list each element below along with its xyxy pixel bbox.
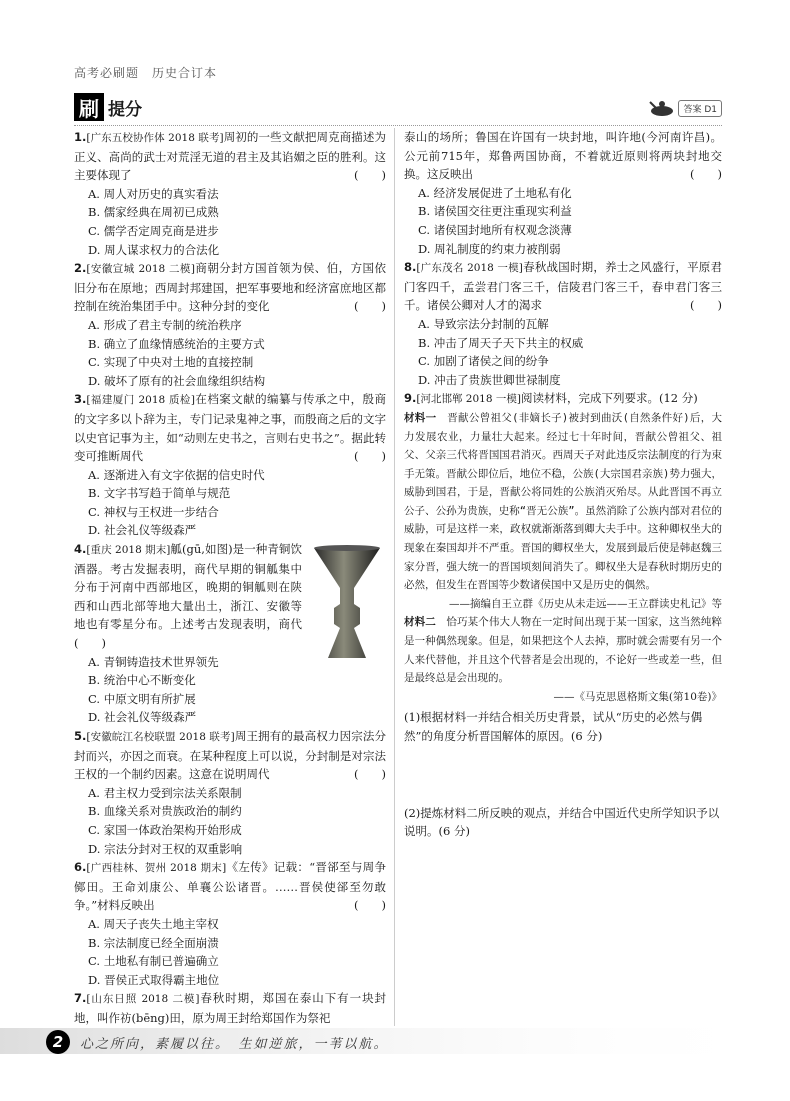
answer-blank: ( ): [354, 898, 386, 913]
answer-blank: ( ): [354, 767, 386, 782]
section-tag: [74, 93, 142, 121]
option-d: D. 周人谋求权力的合法化: [88, 242, 220, 257]
question-number: 3.: [74, 392, 87, 407]
question-source: [安徽皖江名校联盟 2018 联考]: [86, 731, 235, 743]
question-stem: 在档案文献的编纂与传承之中，殷商的文字多以卜辞为主，专门记录鬼神之事，而殷商之后的文字以史官记事为主，如“动则左史书之，言则右史书之”。据此转变可推断周代: [74, 392, 386, 464]
question-number: 7.: [74, 991, 87, 1006]
option-a: A. 周人对历史的真实看法: [88, 186, 219, 201]
option-a: A. 青铜铸造技术世界领先: [88, 654, 219, 669]
option-c: C. 中原文明有所扩展: [88, 691, 196, 706]
option-d: D. 破坏了原有的社会血缘组织结构: [88, 373, 266, 388]
option-b: B. 诸侯国交往更注重现实利益: [418, 204, 572, 219]
section-title: 提分: [108, 99, 142, 120]
option-b: B. 统治中心不断变化: [88, 673, 196, 688]
question-number: 4.: [74, 542, 87, 557]
option-b: B. 确立了血缘情感统治的主要方式: [88, 336, 265, 351]
question-number: 6.: [74, 860, 87, 875]
answer-blank: ( ): [690, 167, 722, 182]
question-stem: 阅读材料，完成下列要求。(12 分): [520, 391, 698, 406]
answer-ref-label: 答案 D1: [678, 100, 722, 117]
answer-space: [404, 746, 722, 802]
question-stem: 泰山的场所；鲁国在许国有一块封地，叫许地(今河南许昌)。公元前715年，郑鲁两国协商，不着就近原则将两块封地交换。这反映出: [404, 130, 722, 182]
option-a: A. 经济发展促进了土地私有化: [418, 185, 572, 200]
question-number: 5.: [74, 729, 87, 743]
question-source: [广西桂林、贺州 2018 期末]: [86, 862, 227, 875]
question-stem: 觚(gū,如图)是一种青铜饮酒器。考古发掘表明，商代早期的铜觚集中分布于河南中西部地区，晚期的铜觚则在陕西和山西北部等地大量出土，浙江、安徽等地也有零星分布。上述考古发现表明，商代: [74, 542, 302, 632]
option-a: A. 逐渐进入有文字依据的信史时代: [88, 467, 265, 482]
question-stem: 春秋时期，郑国在泰山下有一块封地，叫作祊(bēng)田，原为周王封给郑国作为祭祀: [74, 991, 387, 1025]
question-1: [74, 128, 386, 259]
option-c: C. 诸侯国封地所有权观念淡薄: [418, 222, 572, 237]
question-9: [404, 389, 722, 840]
option-d: D. 晋侯正式取得霸主地位: [88, 972, 220, 987]
question-source: [广东五校协作体 2018 联考]: [86, 132, 224, 144]
material-1: [404, 409, 722, 595]
question-5: [74, 727, 386, 858]
question-8: [404, 258, 722, 389]
option-c: C. 加剧了诸侯之间的纷争: [418, 354, 549, 369]
sub-question-1: (1)根据材料一并结合相关历史背景，试从“历史的必然与偶然”的角度分析晋国解体的原因。(6 分): [404, 710, 703, 743]
page-number: 2: [46, 1030, 70, 1054]
question-stem: 周初的一些文献把周克商描述为正义、高尚的武士对荒淫无道的君主及其谄媚之臣的胜利。这主要体现了: [74, 130, 387, 183]
option-c: C. 儒学否定周克商是进步: [88, 223, 219, 238]
option-a: A. 周天子丧失土地主宰权: [88, 916, 219, 931]
answer-blank: ( ): [354, 299, 386, 314]
option-a: A. 形成了君主专制的统治秩序: [88, 317, 242, 332]
question-source: [广东茂名 2018 一模]: [416, 262, 523, 275]
material-citation: ——摘编自王立群《历史从未走远——王立群读史札记》等: [449, 597, 722, 610]
running-header: 高考必刷题 历史合订本: [74, 66, 218, 80]
answer-blank: ( ): [74, 636, 106, 651]
question-source: [重庆 2018 期末]: [86, 544, 171, 557]
column-divider: [394, 128, 395, 1026]
option-d: D. 社会礼仪等级森严: [88, 710, 197, 725]
answer-blank: ( ): [354, 449, 386, 464]
option-d: D. 冲击了贵族世卿世禄制度: [418, 372, 561, 387]
question-number: 8.: [404, 260, 417, 275]
question-stem: 春秋战国时期，养士之风盛行，平原君门客四千，孟尝君门客三千，信陵君门客三千，春申君门客三千。诸侯公卿对人才的渴求: [404, 260, 723, 313]
option-b: B. 血缘关系对贵族政治的制约: [88, 804, 242, 819]
answer-reference: [648, 98, 722, 118]
question-stem: 《左传》记载：“晋郤至与周争鄇田。王命刘康公、单襄公讼诸晋。……晋侯使郤至勿敢争。”材料反映出: [74, 860, 386, 913]
question-number: 9.: [404, 391, 417, 406]
question-3: [74, 390, 386, 540]
option-b: B. 儒家经典在周初已成熟: [88, 205, 219, 220]
question-source: [安徽宣城 2018 二模]: [86, 263, 195, 276]
question-source: [福建厦门 2018 质检]: [86, 394, 195, 407]
header-rule: [74, 125, 722, 126]
right-column: [404, 128, 722, 841]
answer-blank: ( ): [690, 298, 722, 313]
material-label: 材料二: [404, 616, 436, 629]
footer-motto: 心之所向，素履以往。 生如逆旅，一苇以航。: [80, 1037, 389, 1052]
question-source: [山东日照 2018 二模]: [86, 993, 200, 1006]
option-b: B. 文字书写趋于简单与规范: [88, 486, 231, 501]
sub-question-2: (2)提炼材料二所反映的观点，并结合中国近代史所学知识予以说明。(6 分): [404, 805, 720, 839]
question-number: 1.: [74, 130, 87, 144]
material-text: 恰巧某个伟大人物在一定时间出现于某一国家，这当然纯粹是一种偶然现象。但是，如果把这个人去掉，那时就会需要有另一个人来代替他，并且这个代替者是会出现的，不论好一些或差一些，但是最终总是会出现的。: [404, 616, 723, 685]
kettle-icon: [648, 98, 676, 118]
question-stem: 周王拥有的最高权力因宗法分封而兴，亦因之而衰。在某种程度上可以说，分封制是对宗法王权的一个制约因素。这意在说明周代: [74, 729, 386, 782]
option-a: A. 导致宗法分封制的瓦解: [418, 316, 549, 331]
option-c: C. 实现了中央对土地的直接控制: [88, 355, 254, 370]
question-stem: 商朝分封方国首领为侯、伯，方国依旧分布在原地；西周封邦建国，把军事要地和经济富庶地区都控制在统治集团手中。这种分封的变化: [74, 261, 386, 314]
option-d: D. 社会礼仪等级森严: [88, 523, 197, 538]
bronze-gu-vessel-image: [308, 544, 386, 662]
option-d: D. 周礼制度的约束力被削弱: [418, 241, 561, 256]
question-6: [74, 858, 386, 989]
material-2: [404, 613, 722, 687]
answer-blank: ( ): [354, 168, 386, 183]
question-7-continued: [404, 128, 722, 258]
left-column: [74, 128, 386, 1028]
option-b: B. 宗法制度已经全面崩溃: [88, 935, 219, 950]
question-source: [河北邯郸 2018 一模]: [416, 393, 521, 406]
material-text: 晋献公曾祖父(非嫡长子)被封到曲沃(自然条件好)后，大力发展农业，力量壮大起来。经过七十年时间，晋献公曾祖父、祖父、父亲三代将晋国国君消灭。西周天子对此违反宗法制度的行为束手无策。晋献公即位后，地位不稳，公族(大宗国君亲族)势力强大，威胁到国君，于是，晋献公将同姓的公族消灭殆尽。从此晋国不再立公子、公孙为贵族，史称“晋无公族”。虽然消除了公族内部对君位的威胁，可是这样一来，政权就渐渐落到卿大夫手中。这种卿权坐大的现象在秦国却并不严重。晋国的卿权坐大，发展到最后使是韩赵魏三家分晋，强大统一的晋国顷刻间消失了。卿权坐大是春秋时期历史的必然，但发生在晋国等少数诸侯国中又是历史的偶然。: [404, 411, 722, 592]
question-2: [74, 259, 386, 390]
option-c: C. 神权与王权进一步结合: [88, 504, 219, 519]
question-number: 2.: [74, 261, 87, 276]
material-label: 材料一: [404, 411, 437, 424]
material-citation: ——《马克思恩格斯文集(第10卷)》: [553, 690, 722, 703]
option-b: B. 冲击了周天子天下共主的权威: [418, 335, 584, 350]
question-7: [74, 989, 386, 1027]
option-c: C. 家国一体政治架构开始形成: [88, 822, 242, 837]
option-a: A. 君主权力受到宗法关系限制: [88, 785, 242, 800]
question-4: [74, 540, 386, 727]
option-d: D. 宗法分封对王权的双重影响: [88, 841, 243, 856]
section-tag-box: 刷: [74, 93, 104, 121]
option-c: C. 土地私有制已普遍确立: [88, 954, 219, 969]
